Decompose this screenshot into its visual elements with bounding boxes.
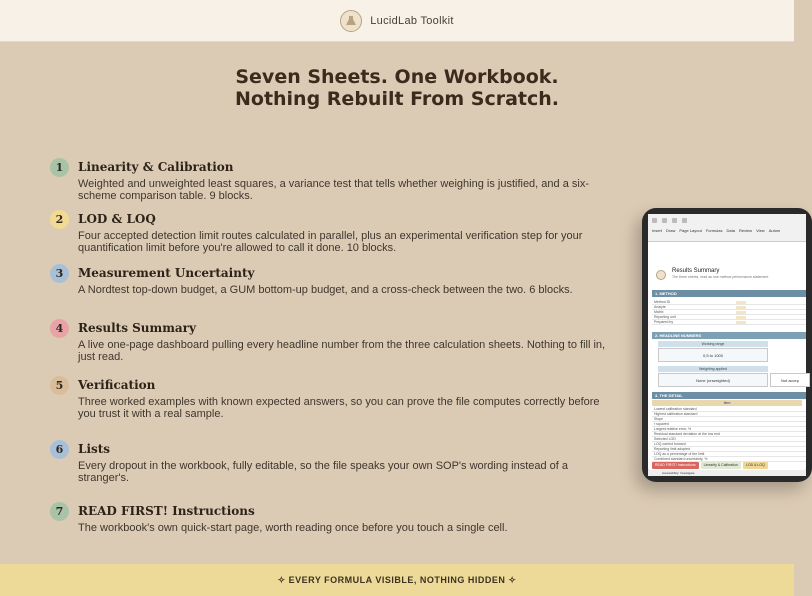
- sheet-tab-lod-loq[interactable]: LOD & LOQ: [743, 462, 768, 469]
- tab-draw[interactable]: Draw: [666, 228, 676, 233]
- input-cell[interactable]: [736, 316, 746, 319]
- working-range-value[interactable]: 0,5 to 1000: [658, 348, 768, 362]
- sheet-title: Results Summary: [672, 268, 720, 274]
- row-label: Prepared by: [654, 320, 674, 324]
- brand-name: LucidLab Toolkit: [370, 14, 454, 27]
- table-row[interactable]: Residual standard deviation at the low end: [652, 432, 806, 437]
- undo-icon: [652, 218, 657, 223]
- sheet-tab-read-first[interactable]: READ FIRST! Instructions: [652, 462, 699, 469]
- tab-view[interactable]: View: [756, 228, 765, 233]
- input-cell[interactable]: [736, 311, 746, 314]
- feature-title: Lists: [78, 442, 111, 456]
- table-row[interactable]: Largest relative error, %: [652, 427, 806, 432]
- number-badge: 4: [50, 319, 69, 338]
- row-label: Analyte: [654, 305, 666, 309]
- weighting-side-value[interactable]: Not accep: [770, 373, 810, 387]
- sheet-logo-icon: [656, 270, 666, 280]
- table-row[interactable]: Lowest calibration standard: [652, 407, 806, 412]
- table-row[interactable]: [652, 320, 806, 325]
- weighting-label: Weighting applied: [658, 366, 768, 372]
- input-cell[interactable]: [736, 306, 746, 309]
- weighting-value[interactable]: None (unweighted): [658, 373, 768, 387]
- sheet-tabs: [652, 462, 806, 469]
- table-row[interactable]: r squared: [652, 422, 806, 427]
- section-headline-numbers: 2. HEADLINE NUMBERS: [652, 332, 806, 339]
- feature-description: A Nordtest top-down budget, a GUM bottom-up budget, and a cross-check between the two. 6 blocks.: [78, 284, 573, 296]
- input-cell[interactable]: [736, 301, 746, 304]
- feature-description: A live one-page dashboard pulling every headline number from the three calculation sheets. Nothing to fill in, just read.: [78, 339, 606, 363]
- page-headline: [0, 66, 794, 110]
- tab-data[interactable]: Data: [726, 228, 735, 233]
- section-method: 1. METHOD: [652, 290, 806, 297]
- feature-description: Three worked examples with known expected answers, so you can prove the file computes correctly before you trust it with a real sample.: [78, 396, 600, 420]
- tablet-mockup: [642, 208, 812, 482]
- table-row[interactable]: Slope: [652, 417, 806, 422]
- headline-line-1: Seven Sheets. One Workbook.: [235, 66, 559, 88]
- table-row[interactable]: Highest calibration standard: [652, 412, 806, 417]
- table-row[interactable]: LOQ as a percentage of the limit: [652, 452, 806, 457]
- tab-review[interactable]: Review: [738, 228, 753, 233]
- ribbon-tabs: [652, 228, 780, 233]
- tab-page-layout[interactable]: Page Layout: [679, 228, 702, 233]
- number-badge: 5: [50, 376, 69, 395]
- feature-description: The workbook's own quick-start page, worth reading once before you touch a single cell.: [78, 522, 508, 534]
- print-icon: [682, 218, 687, 223]
- feature-title: Results Summary: [78, 321, 196, 335]
- feature-title: READ FIRST! Instructions: [78, 504, 255, 518]
- tab-automate[interactable]: Autom: [768, 228, 781, 233]
- headline-line-2: Nothing Rebuilt From Scratch.: [234, 88, 559, 110]
- status-bar: [648, 470, 806, 476]
- flask-logo-icon: [340, 10, 362, 32]
- toolbar: [652, 218, 687, 223]
- table-row[interactable]: Reporting limit adopted: [652, 447, 806, 452]
- save-icon: [672, 218, 677, 223]
- method-rows: [652, 300, 806, 325]
- feature-title: Measurement Uncertainty: [78, 266, 255, 280]
- row-label: Method ID: [654, 300, 671, 304]
- feature-description: Four accepted detection limit routes calculated in parallel, plus an experimental verification step for your quantification limit before you're allowed to call it done. 10 blocks.: [78, 230, 583, 254]
- row-label: Matrix: [654, 310, 664, 314]
- bottom-banner: ✧ EVERY FORMULA VISIBLE, NOTHING HIDDEN ✧: [0, 564, 794, 596]
- sheet-tab-linearity[interactable]: Linearity & Calibration: [701, 462, 741, 469]
- detail-rows: [652, 407, 806, 462]
- number-badge: 1: [50, 158, 69, 177]
- sheet-subtitle: The three sheets, read as one method performance statement: [672, 275, 769, 279]
- section-detail: 3. THE DETAIL: [652, 392, 806, 399]
- feature-description: Every dropout in the workbook, fully editable, so the file speaks your own SOP's wording instead of a stranger's.: [78, 460, 569, 484]
- feature-title: Linearity & Calibration: [78, 160, 234, 174]
- row-label: Reporting unit: [654, 315, 676, 319]
- spreadsheet-screen: [648, 214, 806, 476]
- status-text: Accessibility: Investigate: [662, 471, 695, 475]
- working-range-label: Working range: [658, 341, 768, 347]
- tab-formulas[interactable]: Formulas: [705, 228, 723, 233]
- feature-title: LOD & LOQ: [78, 212, 156, 226]
- detail-header: Item: [652, 400, 802, 406]
- feature-description: Weighted and unweighted least squares, a variance test that tells whether weighing is justified, and a six-scheme comparison table. 9 blocks.: [78, 178, 589, 202]
- number-badge: 7: [50, 502, 69, 521]
- top-bar: [0, 0, 794, 42]
- redo-icon: [662, 218, 667, 223]
- table-row[interactable]: Combined standard uncertainty, %: [652, 457, 806, 462]
- table-row[interactable]: LOQ carried forward: [652, 442, 806, 447]
- input-cell[interactable]: [736, 321, 746, 324]
- feature-title: Verification: [78, 378, 156, 392]
- number-badge: 2: [50, 210, 69, 229]
- table-row[interactable]: Selected LOD: [652, 437, 806, 442]
- number-badge: 6: [50, 440, 69, 459]
- number-badge: 3: [50, 264, 69, 283]
- tab-insert[interactable]: Insert: [652, 228, 663, 233]
- ribbon: [648, 214, 806, 242]
